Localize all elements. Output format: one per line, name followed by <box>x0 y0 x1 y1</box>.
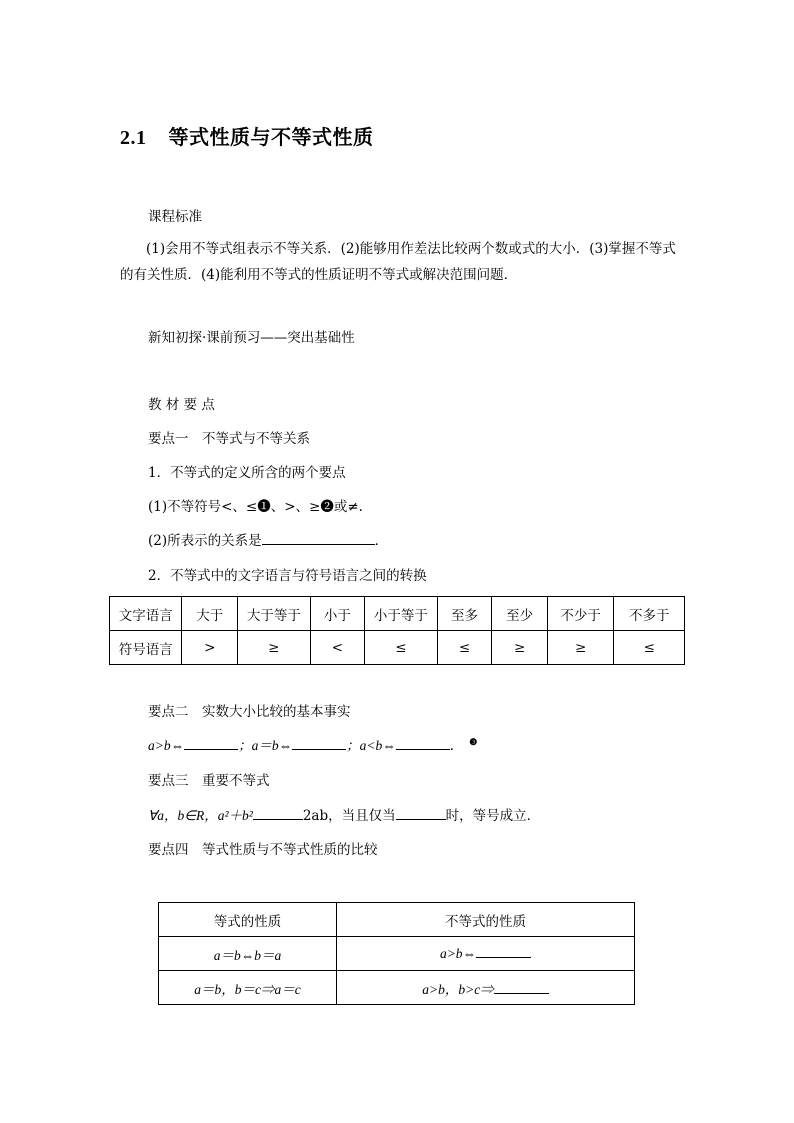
compare-gt: a>b⇔ <box>148 738 185 753</box>
sub2-prefix: (2)所表示的关系是 <box>148 533 262 549</box>
table-cell: ≤ <box>365 631 437 665</box>
table-cell: 至多 <box>437 597 492 631</box>
table-cell: ≥ <box>547 631 614 665</box>
table-cell: 小于 <box>310 597 365 631</box>
compare-lt: ；a<b⇔ <box>346 738 396 753</box>
table-cell: 不多于 <box>614 597 685 631</box>
answer-blank[interactable] <box>494 981 549 994</box>
title-text: 等式性质与不等式性质 <box>168 125 374 149</box>
table-cell: ≥ <box>238 631 310 665</box>
table-cell: 小于等于 <box>365 597 437 631</box>
table-row <box>159 971 635 1005</box>
standard-body: (1)会用不等式组表示不等关系．(2)能够用作差法比较两个数或式的大小．(3)掌握不等式的有关性质．(4)能利用不等式的性质证明不等式或解决范围问题． <box>120 241 676 283</box>
cell-text: a>b⇔ <box>439 946 477 961</box>
table-cell: 不少于 <box>547 597 614 631</box>
equality-condition: 时，等号成立． <box>445 808 541 824</box>
table-cell <box>337 971 635 1005</box>
answer-blank[interactable] <box>396 737 450 750</box>
answer-blank[interactable] <box>292 737 346 750</box>
material-heading: 教 材 要 点 <box>148 397 215 413</box>
inequality-lhs: ∀a，b∈R，a²＋b² <box>148 808 253 823</box>
point3-heading: 要点三 重要不等式 <box>148 773 270 789</box>
point1-sub2 <box>148 529 388 549</box>
point1-item2: 2．不等式中的文字语言与符号语言之间的转换 <box>148 568 427 584</box>
table-cell: ≥ <box>492 631 548 665</box>
line-end: ． <box>449 738 464 754</box>
compare-eq: ；a＝b⇔ <box>238 738 293 753</box>
point4-heading: 要点四 等式性质与不等式性质的比较 <box>148 842 378 858</box>
section-number: 2.1 <box>120 127 147 149</box>
table-row <box>110 631 685 665</box>
language-conversion-table <box>109 596 685 665</box>
cell-text: a>b，b>c⇒ <box>422 981 494 997</box>
answer-blank[interactable] <box>476 945 531 958</box>
standard-heading: 课程标准 <box>148 209 202 225</box>
property-comparison-table <box>158 902 635 1005</box>
point1-item1: 1．不等式的定义所含的两个要点 <box>148 465 346 481</box>
table-cell: ≤ <box>614 631 685 665</box>
sub2-suffix: ． <box>374 533 389 549</box>
answer-blank[interactable] <box>396 807 446 820</box>
point1-heading: 要点一 不等式与不等关系 <box>148 431 310 447</box>
point3-line <box>148 804 540 824</box>
page-title <box>120 121 374 150</box>
table-header-cell: 等式的性质 <box>159 903 337 937</box>
point1-sub1: (1)不等符号<、≤❶、>、≥❷或≠. <box>148 499 363 515</box>
table-cell: 大于等于 <box>238 597 310 631</box>
table-cell: a＝b，b＝c⇒a＝c <box>159 971 337 1005</box>
point2-heading: 要点二 实数大小比较的基本事实 <box>148 704 351 720</box>
table-cell: > <box>182 631 238 665</box>
answer-blank[interactable] <box>184 737 238 750</box>
table-cell: 至少 <box>492 597 548 631</box>
table-row <box>159 903 635 937</box>
table-cell: < <box>310 631 365 665</box>
answer-blank[interactable] <box>253 807 303 820</box>
inequality-rhs: 2ab，当且仅当 <box>302 808 396 824</box>
table-cell: 大于 <box>182 597 238 631</box>
table-cell: 文字语言 <box>110 597 182 631</box>
table-cell: ≤ <box>437 631 492 665</box>
section-heading: 新知初探·课前预习——突出基础性 <box>148 330 355 346</box>
answer-blank[interactable] <box>262 532 375 545</box>
table-cell <box>337 937 635 971</box>
table-row <box>159 937 635 971</box>
table-cell: 符号语言 <box>110 631 182 665</box>
table-cell: a＝b⇔b＝a <box>159 937 337 971</box>
point2-line <box>148 734 477 754</box>
note-marker: ❸ <box>469 737 478 748</box>
table-row <box>110 597 685 631</box>
table-header-cell: 不等式的性质 <box>337 903 635 937</box>
